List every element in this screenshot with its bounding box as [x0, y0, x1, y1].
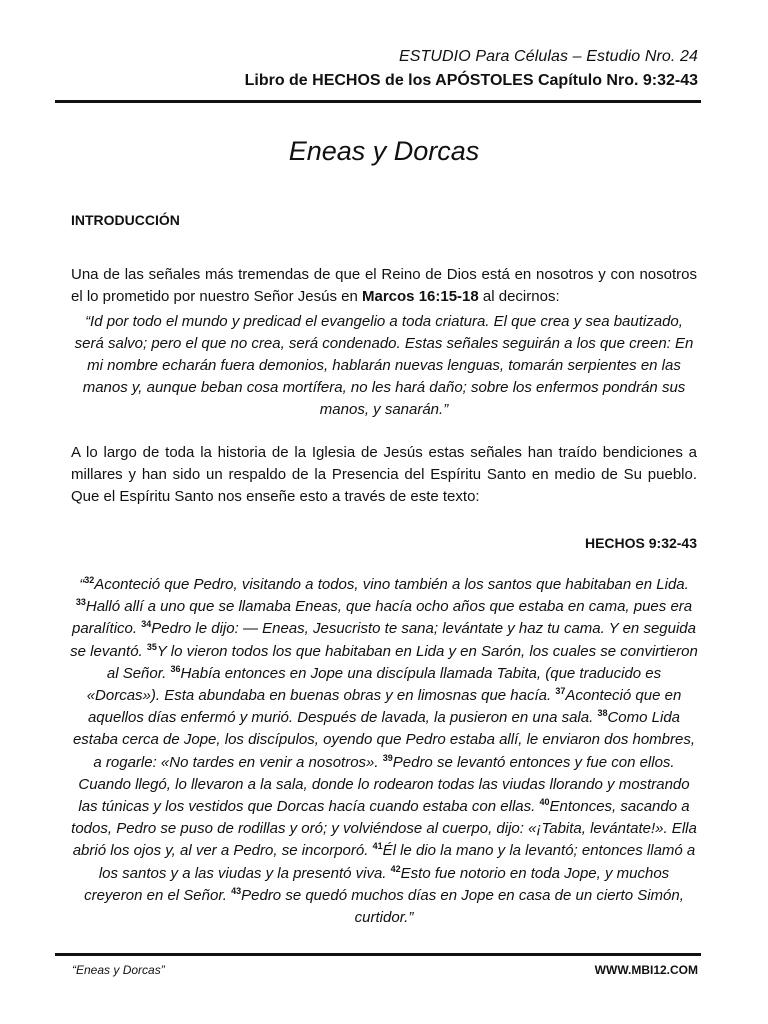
verse-number: 35: [146, 641, 157, 652]
verse-number: 39: [382, 752, 393, 763]
verse-number: 41: [372, 841, 383, 852]
verse-text: Esto fue notorio en toda Jope, y muchos creyeron en el Señor.: [84, 864, 670, 904]
verse-text: Y lo vieron todos los que habitaban en Lida y en Sarón, los cuales se convirtieron al Señor.: [106, 642, 698, 682]
intro-text-after: al decirnos:: [478, 288, 560, 305]
footer-divider: [55, 953, 701, 956]
verse-number: 36: [170, 663, 181, 674]
verse-text: Entonces, sacando a todos, Pedro se puso de rodillas y oró; y volviéndose al cuerpo, dijo: «¡Tabita, levántate!». Ella abrió los ojos y, al ver a Pedro, se incorporó.: [71, 798, 697, 860]
page-header: [56, 46, 698, 93]
intro-text-before: Una de las señales más tremendas de que el Reino de Dios está en nosotros y con nosotros el lo prometido por nuestro Señor Jesús en: [71, 266, 697, 305]
verse-number: 34: [141, 619, 152, 630]
scripture-reference: HECHOS 9:32-43: [584, 535, 697, 551]
verse-number: 33: [75, 597, 86, 608]
intro-heading: INTRODUCCIÓN: [71, 212, 180, 228]
verse-text: Pedro se quedó muchos días en Jope en casa de un cierto Simón, curtidor.: [241, 886, 684, 927]
study-number: ESTUDIO Para Células – Estudio Nro. 24: [398, 48, 698, 65]
verse-text: Pedro le dijo: — Eneas, Jesucristo te sana; levántate y haz tu cama. Y en seguida se levantó.: [70, 620, 696, 660]
footer-website: WWW.MBI12.COM: [594, 963, 698, 977]
context-paragraph: A lo largo de toda la historia de la Iglesia de Jesús estas señales han traído bendiciones a millares y han sido un respaldo de la Presencia del Espíritu Santo en medio de Su pueblo. Que el Espíritu Santo nos enseñe esto a través de este texto:: [71, 444, 697, 505]
close-quote: ”: [408, 909, 414, 927]
intro-reference: Marcos 16:15-18: [362, 288, 479, 305]
verse-number: 43: [231, 885, 242, 896]
verse-number: 40: [539, 797, 550, 808]
verse-text: Aconteció que en aquellos días enfermó y murió. Después de lavada, la pusieron en una sala.: [87, 687, 682, 727]
verse-text: Como Lida estaba cerca de Jope, los discípulos, oyendo que Pedro estaba allí, le enviaron dos hombres, a rogarle: «No tardes en venir a nosotros».: [72, 709, 696, 771]
verse-text: Él le dio la mano y la levantó; entonces llamó a los santos y a las viudas y la presentó viva.: [98, 842, 696, 882]
verse-number: 42: [390, 863, 401, 874]
header-divider: [55, 100, 701, 103]
verse-number: 37: [555, 686, 566, 697]
page-title: Eneas y Dorcas: [288, 136, 480, 166]
verse-number: 38: [597, 708, 608, 719]
book-chapter: Libro de HECHOS de los APÓSTOLES Capítulo Nro. 9:32-43: [244, 72, 698, 89]
intro-paragraph: [71, 264, 697, 308]
scripture-passage: [70, 574, 698, 929]
footer-title: “Eneas y Dorcas”: [72, 963, 165, 977]
mark-quote: “Id por todo el mundo y predicad el evangelio a toda criatura. El que crea y sea bautizado, será salvo; pero el que no crea, será condenado. Estas señales seguirán a los que creen: En mi nombre echarán fuera demonios, hablarán nuevas lenguas, tomarán serpientes en las manos y, aunque beban cosa mortífera, no les hará daño; sobre los enfermos pondrán sus manos, y sanarán.”: [74, 313, 694, 418]
verse-text: Había entonces en Jope una discípula llamada Tabita, (que traducido es «Dorcas»). Esta abundaba en buenas obras y en limosnas que hacía.: [86, 664, 662, 705]
verse-text: Halló allí a uno que se llamaba Eneas, que hacía ocho años que estaba en cama, pues era paralítico.: [72, 598, 693, 638]
open-quote: “: [79, 576, 85, 593]
verse-number: 32: [84, 575, 95, 585]
verse-text: Pedro se levantó entonces y fue con ellos. Cuando llegó, lo llevaron a la sala, donde lo rodearon todas las viudas llorando y mostrando las túnicas y los vestidos que Dorcas hacía cuando estaba con ellas.: [78, 753, 690, 816]
verse-text: Aconteció que Pedro, visitando a todos, vino también a los santos que habitaban en Lida.: [94, 576, 689, 593]
